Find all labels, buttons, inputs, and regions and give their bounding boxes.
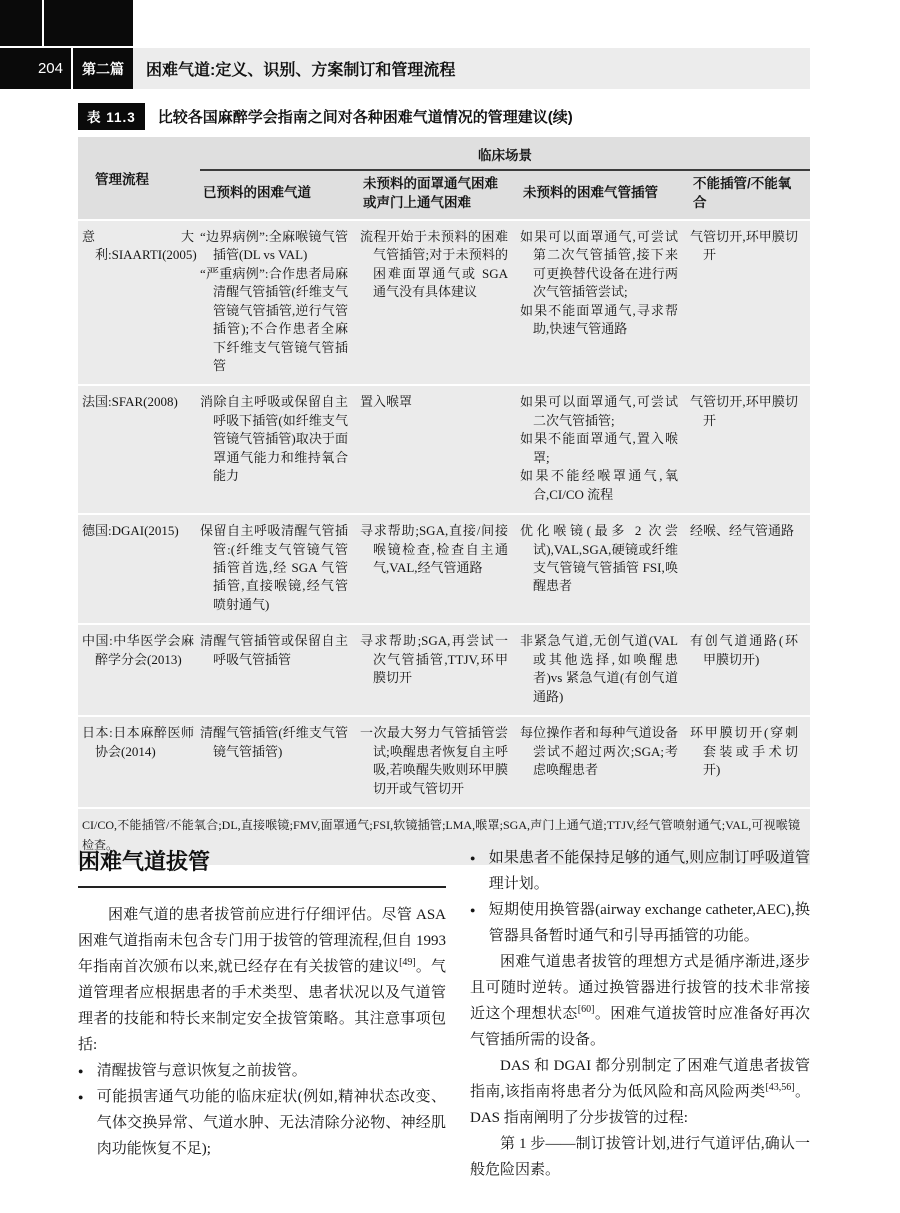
- cell-line: 气管切开,环甲膜切开: [690, 394, 798, 428]
- reference-marker: [60]: [577, 1004, 595, 1015]
- cell-line: 保留自主呼吸清醒气管插管:(纤维支气管镜气管插管首选,经 SGA 气管插管,直接喉镜,经气管喷射通气): [200, 523, 348, 612]
- cell-line: 如果可以面罩通气,可尝试二次气管插管;: [520, 394, 678, 428]
- table-row-germany: [78, 515, 810, 623]
- page-corner-mark: [0, 0, 133, 46]
- cell-cico: [690, 393, 810, 504]
- section-heading: 困难气道拔管: [78, 845, 446, 888]
- cell-line: 法国:SFAR(2008): [82, 394, 178, 410]
- das-dgai-paragraph: DAS 和 DGAI 都分别制定了困难气道患者拔管指南,该指南将患者分为低风险和高风险两类[43,56]。DAS 指南阐明了分步拔管的过程:: [470, 1058, 810, 1126]
- cell-line: 消除自主呼吸或保留自主呼吸下插管(如纤维支气管镜气管插管)取决于面罩通气能力和维持氧合能力: [200, 394, 348, 484]
- scenario-column-headers: [200, 171, 810, 219]
- clinical-scenario-group: [200, 137, 810, 219]
- right-bullet-list: [470, 845, 810, 949]
- running-header: [0, 48, 810, 89]
- left-column: [78, 845, 446, 1183]
- cell-line: 优化喉镜(最多 2 次尝试),VAL,SGA,硬镜或纤维支气管镜气管插管 FSI,唤醒患者: [520, 523, 678, 594]
- cell-unanticipated-mask: [360, 632, 520, 706]
- cell-country: [78, 228, 200, 376]
- cell-country: [78, 632, 200, 706]
- step1-paragraph: 第 1 步——制订拔管计划,进行气道评估,确认一般危险因素。: [470, 1136, 810, 1178]
- cell-country: [78, 393, 200, 504]
- cell-unanticipated-intubation: [520, 522, 690, 614]
- cell-anticipated: [200, 632, 360, 706]
- cell-line: 流程开始于未预料的困难气管插管;对于未预料的困难面罩通气或 SGA 通气没有具体建议: [360, 228, 508, 300]
- scenario-group-header: 临床场景: [478, 148, 532, 163]
- corner-block-left: [0, 0, 42, 46]
- column-header-management: 管理流程: [95, 171, 149, 187]
- ideal-extubation-paragraph: 困难气道患者拔管的理想方式是循序渐进,逐步且可随时逆转。通过换管器进行拔管的技术非常接近这个理想状态[60]。困难气道拔管时应准备好再次气管插所需的设备。: [470, 954, 810, 1048]
- bullet-item: ● 短期使用换管器(airway exchange catheter,AEC),换管器具备暂时通气和引导再插管的功能。: [470, 897, 810, 949]
- right-column: [470, 845, 810, 1183]
- bullet-item: ● 可能损害通气功能的临床症状(例如,精神状态改变、气体交换异常、气道水肿、无法清除分泌物、神经肌肉功能恢复不足);: [78, 1084, 446, 1162]
- table-row-china: [78, 625, 810, 715]
- cell-line: 清醒气管插管(纤维支气管镜气管插管): [200, 725, 348, 759]
- column-header-anticipated: 已预料的困难气道: [203, 185, 311, 201]
- cell-unanticipated-intubation: [520, 724, 690, 798]
- part-title: 困难气道:定义、识别、方案制订和管理流程: [133, 48, 810, 89]
- column-header-unanticipated-intubation: 未预料的困难气管插管: [523, 185, 658, 201]
- column-header-cico: 不能插管/不能氧合: [693, 176, 792, 210]
- cell-line: “严重病例”:合作患者局麻清醒气管插管(纤维支气管镜气管插管,逆行气管插管);不合作患者全麻下纤维支气管镜气管插管: [200, 265, 348, 373]
- reference-marker: [49]: [399, 957, 416, 968]
- cell-line: 清醒气管插管或保留自主呼吸气管插管: [200, 633, 348, 667]
- cell-line: 德国:DGAI(2015): [82, 523, 179, 539]
- cell-line: 中国:中华医学会麻醉学分会(2013): [82, 633, 194, 667]
- cell-line: 寻求帮助;SGA,直接/间接喉镜检查,检查自主通气,VAL,经气管通路: [360, 523, 508, 576]
- reference-marker: [43,56]: [765, 1082, 795, 1093]
- cell-line: 环甲膜切开(穿刺套装或手术切开): [690, 725, 798, 778]
- part-label: 第二篇: [82, 60, 124, 77]
- cell-line: 日本:日本麻醉医师协会(2014): [82, 725, 194, 759]
- cell-line: “边界病例”:全麻喉镜气管插管(DL vs VAL): [200, 228, 348, 263]
- page-number: 204: [0, 48, 73, 89]
- cell-cico: [690, 522, 810, 614]
- table-footnote: CI/CO,不能插管/不能氧合;DL,直接喉镜;FMV,面罩通气;FSI,软镜插管;LMA,喉罩;SGA,声门上通气道;TTJV,经气管喷射通气;VAL,可视喉镜检查。: [78, 809, 810, 865]
- bullet-item: ● 清醒拔管与意识恢复之前拔管。: [78, 1058, 446, 1084]
- cell-unanticipated-mask: [360, 393, 520, 504]
- cell-line: 一次最大努力气管插管尝试;唤醒患者恢复自主呼吸,若唤醒失败则环甲膜切开或气管切开: [360, 725, 508, 796]
- extubation-section: [78, 845, 810, 1183]
- cell-unanticipated-mask: [360, 522, 520, 614]
- cell-line: 如果不能面罩通气,置入喉罩;: [520, 431, 678, 465]
- table-number-tag: 表 11.3: [78, 103, 145, 130]
- cell-line: 如果不能经喉罩通气,氧合,CI/CO 流程: [520, 468, 678, 502]
- cell-unanticipated-mask: [360, 724, 520, 798]
- cell-anticipated: [200, 228, 360, 376]
- table-row-japan: [78, 717, 810, 807]
- cell-unanticipated-mask: [360, 228, 520, 376]
- cell-line: 每位操作者和每种气道设备尝试不超过两次;SGA;考虑唤醒患者: [520, 725, 678, 778]
- cell-anticipated: [200, 724, 360, 798]
- left-bullet-list: [78, 1058, 446, 1162]
- cell-line: 非紧急气道,无创气道(VAL 或其他选择,如唤醒患者)vs 紧急气道(有创气道通路): [520, 633, 678, 704]
- cell-unanticipated-intubation: [520, 632, 690, 706]
- table-row-italy: [78, 221, 810, 385]
- table-title-text: 比较各国麻醉学会指南之间对各种困难气道情况的管理建议(续): [157, 109, 573, 126]
- table-header: [78, 137, 810, 219]
- cell-anticipated: [200, 393, 360, 504]
- bullet-item: ● 如果患者不能保持足够的通气,则应制订呼吸道管理计划。: [470, 845, 810, 897]
- cell-unanticipated-intubation: [520, 393, 690, 504]
- cell-country: [78, 522, 200, 614]
- table-caption: [78, 103, 810, 130]
- cell-line: 置入喉罩: [360, 394, 413, 410]
- cell-line: 经喉、经气管通路: [690, 523, 795, 539]
- intro-paragraph: 困难气道的患者拔管前应进行仔细评估。尽管 ASA 困难气道指南未包含专门用于拔管的管理流程,但自 1993 年指南首次颁布以来,就已经存在有关拔管的建议[49]。气道管理者应根据患者的手术类型、患者状况以及气道管理者的技能和特长来制定安全拔管策略。其注意事项包括:: [78, 907, 446, 1053]
- table-row-france: [78, 386, 810, 513]
- cell-line: 如果不能面罩通气,寻求帮助,快速气管通路: [520, 302, 678, 337]
- cell-cico: [690, 724, 810, 798]
- cell-line: 有创气道通路(环甲膜切开): [690, 633, 798, 667]
- guideline-comparison-table: [78, 103, 810, 865]
- column-header-unanticipated-mask: 未预料的面罩通气困难或声门上通气困难: [363, 176, 498, 210]
- corner-block-right: [44, 0, 133, 46]
- cell-country: [78, 724, 200, 798]
- cell-cico: [690, 632, 810, 706]
- cell-cico: [690, 228, 810, 376]
- cell-line: 气管切开,环甲膜切开: [690, 228, 798, 263]
- cell-line: 意大利:SIAARTI(2005): [82, 228, 197, 263]
- cell-unanticipated-intubation: [520, 228, 690, 376]
- cell-line: 寻求帮助;SGA,再尝试一次气管插管,TTJV,环甲膜切开: [360, 633, 508, 686]
- running-header-black-box: [0, 48, 133, 89]
- cell-anticipated: [200, 522, 360, 614]
- cell-line: 如果可以面罩通气,可尝试第二次气管插管,接下来可更换替代设备在进行两次气管插管尝试;: [520, 228, 678, 300]
